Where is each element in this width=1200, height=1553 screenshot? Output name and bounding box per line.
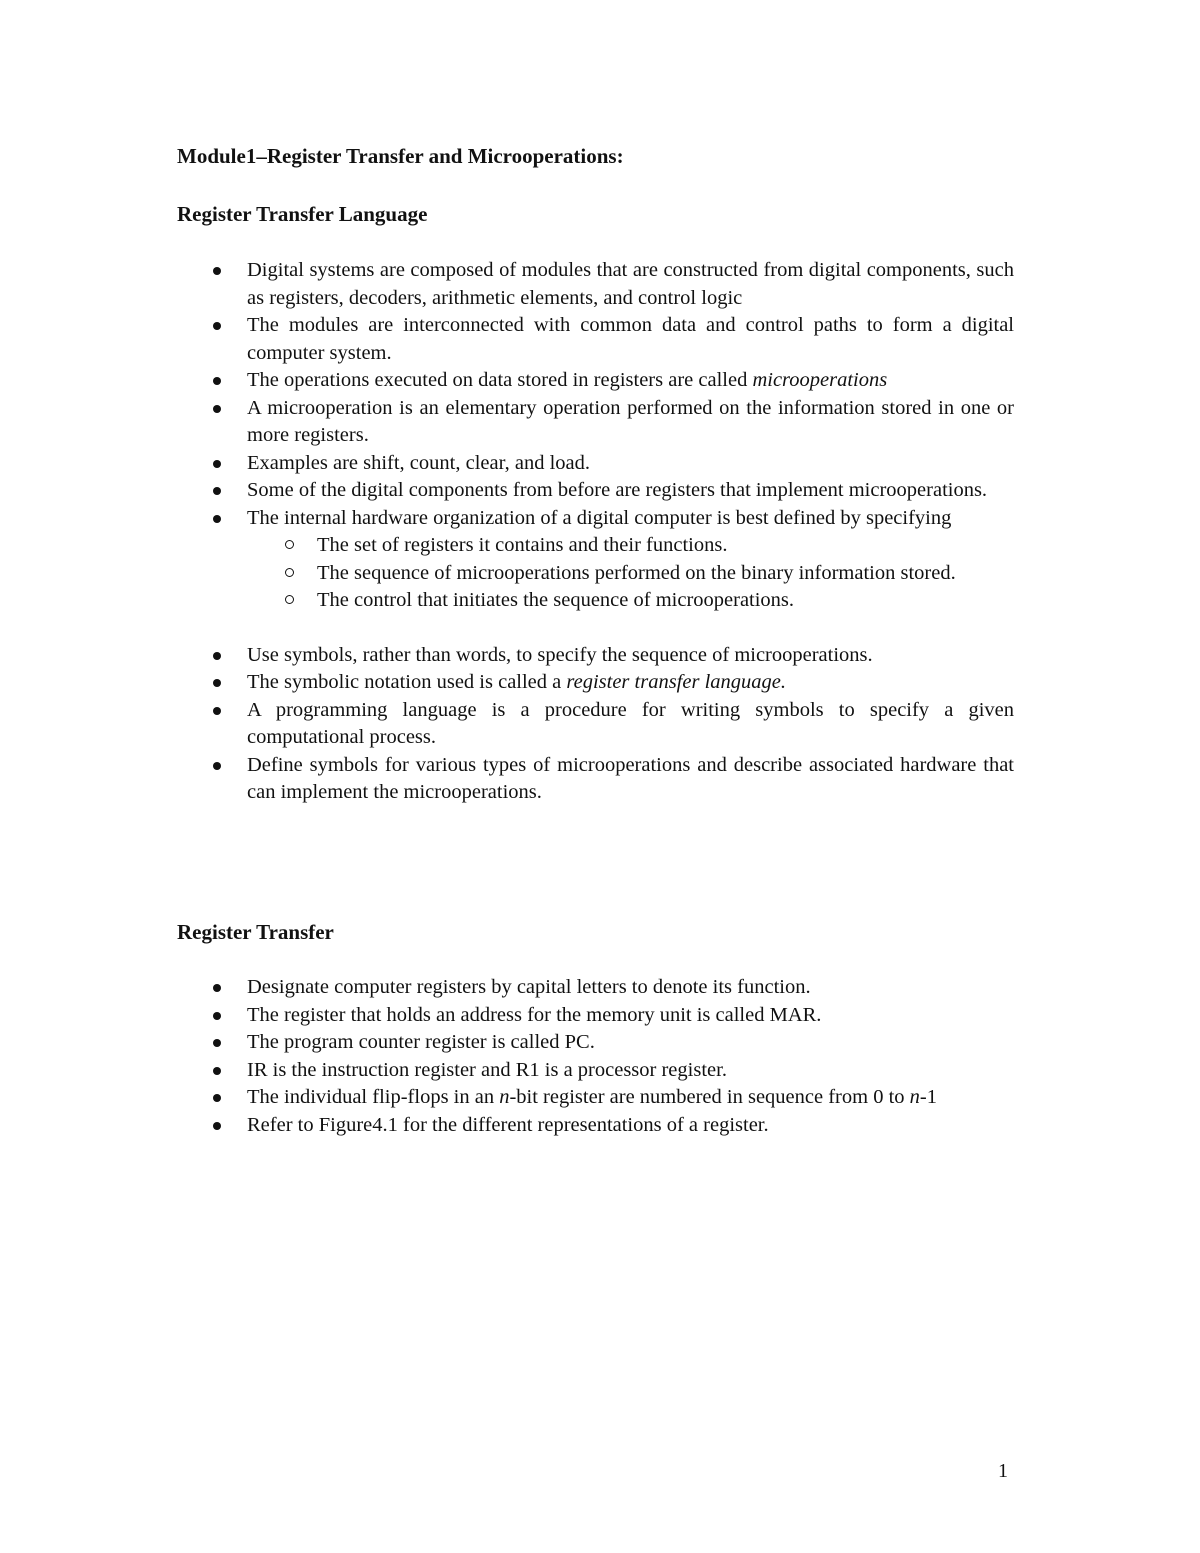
- sub-list: [247, 532, 1014, 615]
- bullet-icon: [213, 377, 221, 385]
- list-item: [0, 505, 1014, 615]
- list-item-text: A microoperation is an elementary operation performed on the information stored in one or more registers.: [247, 396, 1014, 446]
- list-item: [0, 697, 1014, 752]
- list-item: [0, 395, 1014, 450]
- list-item-text: [247, 669, 1014, 697]
- bullet-icon: [213, 1012, 221, 1020]
- section-heading-register-transfer: Register Transfer: [177, 920, 334, 944]
- list-item: [0, 1029, 1014, 1057]
- list-item-text: Designate computer registers by capital letters to denote its function.: [247, 976, 811, 998]
- bullet-icon: [213, 984, 221, 992]
- list-item-text-plain: -1: [919, 1086, 937, 1108]
- list-item-text: [247, 367, 1014, 395]
- emphasis-n: n: [499, 1086, 510, 1108]
- list-item-text: The program counter register is called PC.: [247, 1031, 595, 1053]
- list-item: [0, 450, 1014, 478]
- list-item-text: A programming language is a procedure for writing symbols to specify a given computational process.: [247, 698, 1014, 748]
- list-item-text-plain: The operations executed on data stored in registers are called: [247, 369, 753, 391]
- bullet-icon: [213, 405, 221, 413]
- list-item-text: Define symbols for various types of microoperations and describe associated hardware that can implement the microoperations.: [247, 753, 1014, 803]
- list-item-text: The internal hardware organization of a digital computer is best defined by specifying: [247, 506, 952, 529]
- bullet-icon: [213, 515, 221, 523]
- bullet-icon: [213, 1039, 221, 1047]
- list-item-text-plain: The individual flip-flops in an: [247, 1086, 500, 1108]
- bullet-icon: [213, 267, 221, 275]
- list-item: [0, 1112, 1014, 1140]
- list-item-text: Digital systems are composed of modules that are constructed from digital components, such as registers, decoders, arithmetic elements, and control logic: [247, 259, 1014, 309]
- list-item: [0, 642, 1014, 670]
- bullet-icon: [213, 322, 221, 330]
- emphasis-n: n: [909, 1086, 920, 1108]
- bullet-icon: [213, 460, 221, 468]
- list-item: [0, 974, 1014, 1002]
- bullet-icon: [213, 652, 221, 660]
- sub-list-item-text: The control that initiates the sequence of microoperations.: [317, 589, 795, 611]
- bullet-icon: [213, 1067, 221, 1075]
- hollow-bullet-icon: [285, 568, 294, 577]
- list-item-text: IR is the instruction register and R1 is a processor register.: [247, 1058, 727, 1081]
- list-item-text-plain: The symbolic notation used is called a: [247, 671, 567, 693]
- list-item-text: The register that holds an address for the memory unit is called MAR.: [247, 1003, 822, 1026]
- sub-list-item-text: The set of registers it contains and their functions.: [317, 534, 728, 556]
- list-item-text: Some of the digital components from before are registers that implement microoperations.: [247, 479, 988, 501]
- bullet-icon: [213, 487, 221, 495]
- bullet-list-register-transfer-language: [0, 257, 1200, 807]
- list-item-text: The modules are interconnected with common data and control paths to form a digital computer system.: [247, 314, 1014, 364]
- page-number: 1: [998, 1460, 1008, 1482]
- list-item: [0, 752, 1014, 807]
- bullet-icon: [213, 679, 221, 687]
- hollow-bullet-icon: [285, 540, 294, 549]
- sub-list-item: [247, 587, 1014, 615]
- bullet-icon: [213, 762, 221, 770]
- list-item: [0, 257, 1014, 312]
- emphasis-register-transfer-language: register transfer language.: [566, 671, 786, 693]
- list-item-text: [247, 1084, 1014, 1112]
- list-item: [0, 1002, 1014, 1030]
- module-title: Module1–Register Transfer and Microoperations:: [177, 144, 624, 168]
- bullet-icon: [213, 1094, 221, 1102]
- list-item: [0, 1057, 1014, 1085]
- bullet-icon: [213, 1122, 221, 1130]
- section-heading-register-transfer-language: Register Transfer Language: [177, 202, 428, 226]
- list-item-text: Examples are shift, count, clear, and load.: [247, 451, 590, 474]
- list-item: [0, 1084, 1014, 1112]
- sub-list-item-text: The sequence of microoperations performed on the binary information stored.: [317, 561, 956, 584]
- list-item: [0, 312, 1014, 367]
- list-item-text-plain: -bit register are numbered in sequence from 0 to: [509, 1086, 910, 1108]
- list-item: [0, 367, 1014, 395]
- list-item-text: Use symbols, rather than words, to specify the sequence of microoperations.: [247, 643, 873, 666]
- list-spacer: [0, 615, 1200, 642]
- hollow-bullet-icon: [285, 595, 294, 604]
- list-item-text: Refer to Figure4.1 for the different representations of a register.: [247, 1113, 769, 1136]
- sub-list-item: [247, 560, 1014, 588]
- emphasis-microoperations: microoperations: [752, 369, 888, 391]
- sub-list-item: [247, 532, 1014, 560]
- bullet-icon: [213, 707, 221, 715]
- list-item: [0, 669, 1014, 697]
- list-item: [0, 477, 1014, 505]
- bullet-list-register-transfer: [0, 974, 1200, 1139]
